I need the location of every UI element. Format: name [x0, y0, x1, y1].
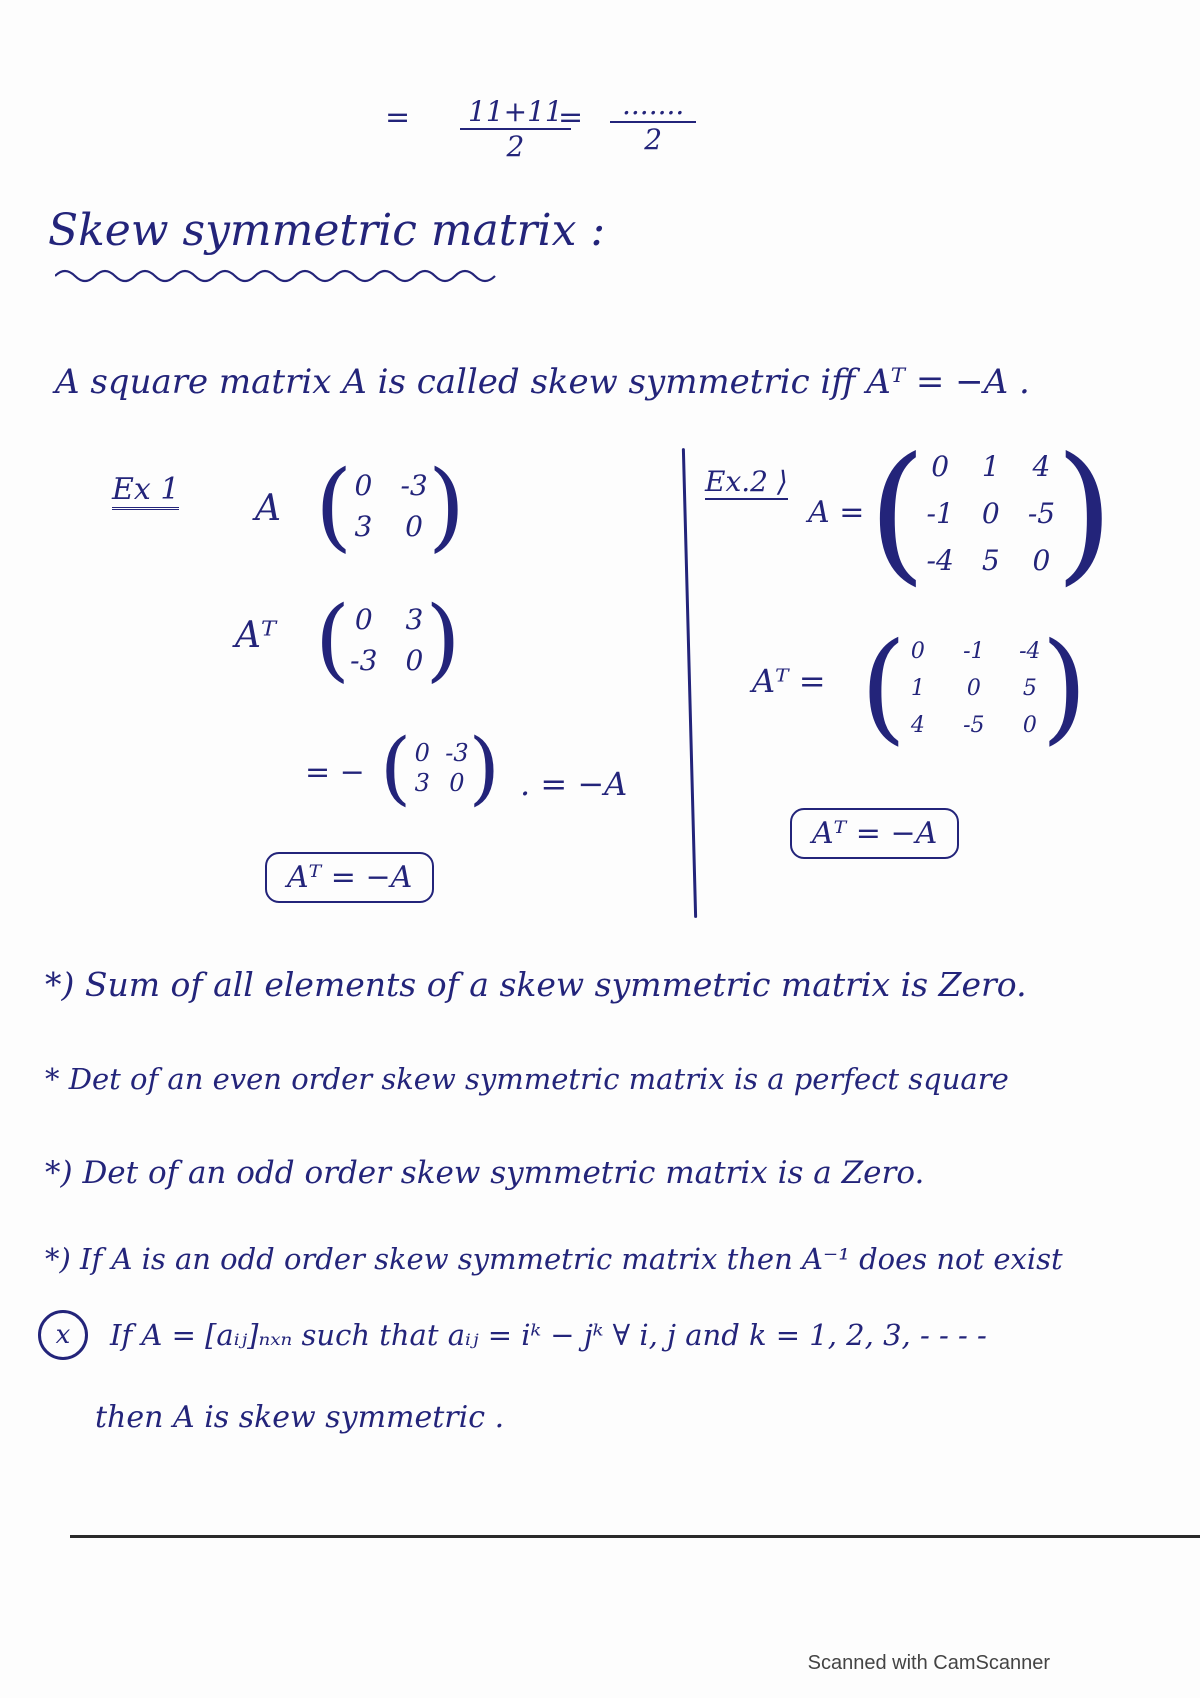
- heading: Skew symmetric matrix :: [48, 205, 606, 256]
- cell: 0: [1032, 543, 1051, 577]
- cell: 0: [449, 769, 465, 797]
- ex1-label: Ex 1: [112, 472, 179, 510]
- cell: 0: [910, 638, 925, 664]
- cell: -4: [926, 543, 954, 577]
- cell: 0: [966, 675, 981, 701]
- ex1-a-grid: [352, 469, 427, 543]
- cell: 0: [405, 510, 423, 543]
- top-numerator-2: .......: [610, 88, 696, 123]
- cell: 0: [1022, 712, 1037, 738]
- note-even-order: * Det of an even order skew symmetric matrix is a perfect square: [45, 1062, 1009, 1096]
- cell: -3: [400, 469, 428, 502]
- ex2-a-label: A =: [808, 495, 865, 530]
- heading-underline: [55, 268, 505, 284]
- cell: 0: [981, 496, 1000, 530]
- left-paren: (: [380, 721, 412, 814]
- cell: 5: [1022, 675, 1037, 701]
- ex2-boxed-result: Aᵀ = −A: [790, 808, 959, 859]
- ex2-at-matrix: [860, 618, 1088, 757]
- right-paren: ): [1055, 426, 1114, 600]
- ex1-neg-matrix: [380, 721, 500, 814]
- cell: 0: [354, 603, 373, 636]
- cell: 3: [354, 510, 373, 543]
- top-denominator: 2: [506, 130, 525, 163]
- cell: 3: [405, 603, 424, 636]
- top-denominator-2: 2: [644, 123, 663, 156]
- ex1-a-label: A: [255, 488, 281, 529]
- ex1-eq-prefix: = −: [305, 755, 365, 790]
- right-paren: ): [427, 450, 466, 562]
- left-paren: (: [315, 450, 353, 562]
- cell: 0: [931, 449, 950, 483]
- right-paren: ): [425, 587, 461, 692]
- cell: 5: [981, 543, 1000, 577]
- ex1-at-matrix: [315, 587, 461, 692]
- last-note-marker: [38, 1310, 88, 1360]
- definition: A square matrix A is called skew symmetric iff Aᵀ = −A .: [55, 362, 1030, 402]
- ex2-a-matrix: [868, 426, 1114, 600]
- ex2-label: Ex.2 ⟩: [705, 465, 788, 498]
- last-note: If A = [aᵢⱼ]ₙₓₙ such that aᵢⱼ = iᵏ − jᵏ ∀ i, j and k = 1, 2, 3, - - - -: [110, 1318, 987, 1352]
- cell: 3: [414, 769, 430, 797]
- cell: -4: [1019, 638, 1041, 664]
- cell: -1: [926, 496, 954, 530]
- ex2-a-grid: [927, 450, 1056, 577]
- left-paren: (: [315, 587, 351, 692]
- ex2-at-grid: [907, 639, 1041, 738]
- left-paren: (: [868, 426, 927, 600]
- top-fragment: [385, 100, 410, 135]
- ex1-neg-grid: [411, 739, 468, 797]
- top-eq-2: =: [558, 100, 584, 135]
- cell: -5: [963, 712, 985, 738]
- cell: 1: [981, 449, 1000, 483]
- ex1-at-grid: [350, 603, 425, 677]
- ex1-boxed-result: Aᵀ = −A: [265, 852, 434, 903]
- example-divider: [682, 448, 697, 918]
- scanner-watermark: Scanned with CamScanner: [807, 1652, 1050, 1674]
- right-paren: ): [468, 721, 500, 814]
- cell: -3: [445, 739, 469, 767]
- left-paren: (: [860, 618, 907, 757]
- cell: 1: [910, 675, 925, 701]
- note-sum-zero: *) Sum of all elements of a skew symmetric matrix is Zero.: [45, 965, 1027, 1004]
- top-numerator: 11+11: [460, 95, 571, 130]
- cell: 0: [405, 644, 424, 677]
- ex1-a-matrix: [315, 450, 466, 562]
- top-fraction-2: [610, 88, 696, 156]
- ex1-at-label: Aᵀ: [235, 615, 277, 656]
- cell: -3: [350, 644, 378, 677]
- cell: 4: [1032, 449, 1051, 483]
- page-bottom-rule: [70, 1535, 1200, 1538]
- cell: -1: [963, 638, 985, 664]
- last-note-continuation: then A is skew symmetric .: [95, 1400, 505, 1435]
- cell: 4: [910, 712, 925, 738]
- right-paren: ): [1040, 618, 1088, 757]
- top-fraction-1: [460, 95, 571, 163]
- marker-x: x: [55, 1320, 71, 1350]
- cell: -5: [1027, 496, 1056, 530]
- ex2-at-label: Aᵀ =: [752, 662, 826, 700]
- cell: 0: [414, 739, 430, 767]
- cell: 0: [354, 469, 373, 502]
- note-odd-order-det: *) Det of an odd order skew symmetric matrix is a Zero.: [45, 1155, 925, 1191]
- note-inverse: *) If A is an odd order skew symmetric matrix then A⁻¹ does not exist: [45, 1242, 1063, 1276]
- top-eq-1: =: [385, 100, 411, 135]
- ex1-eq-suffix: . = −A: [520, 765, 628, 803]
